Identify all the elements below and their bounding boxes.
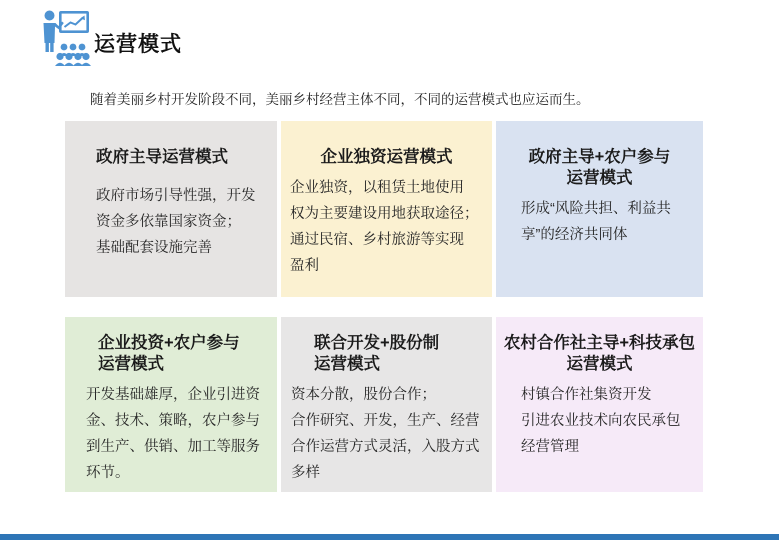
card-title [281, 147, 492, 168]
card-body-line: 形成“风险共担、利益共 [521, 201, 671, 217]
card-body-line: 开发基础雄厚，企业引进资 [86, 387, 260, 403]
card-title-line: 政府主导运营模式 [96, 148, 228, 166]
card-title-line: 运营模式 [314, 355, 380, 373]
card-body-line: 村镇合作社集资开发 [521, 387, 652, 403]
card-body-line: 基础配套设施完善 [96, 240, 212, 256]
card-body-line: 到生产、供销、加工等服务 [86, 439, 260, 455]
card-body-line: 享”的经济共同体 [521, 227, 628, 243]
card-body-line: 企业独资，以租赁土地使用 [290, 180, 464, 196]
card-title-line: 运营模式 [566, 355, 633, 373]
presenter-with-chart-icon [37, 9, 91, 66]
card-body-line: 盈利 [290, 258, 319, 274]
card-body [281, 382, 492, 486]
card-title [281, 333, 492, 375]
card-body [281, 175, 492, 279]
card-body [65, 183, 277, 261]
card-body-line: 政府市场引导性强，开发 [96, 188, 256, 204]
card-body-line: 合作研究、开发，生产、经营 [291, 413, 480, 429]
card-title-line: 联合开发+股份制 [314, 334, 440, 352]
operation-mode-card [65, 121, 277, 297]
card-title [496, 333, 703, 375]
intro-text: 随着美丽乡村开发阶段不同，美丽乡村经营主体不同，不同的运营模式也应运而生。 [90, 92, 590, 107]
card-title-line: 企业投资+农户参与 [98, 334, 240, 352]
card-body-line: 引进农业技术向农民承包 [521, 413, 681, 429]
card-body-line: 经营管理 [521, 439, 579, 455]
card-body-line: 合作运营方式灵活，入股方式 [291, 439, 480, 455]
operation-mode-card [281, 121, 492, 297]
card-body-line: 资本分散，股份合作； [291, 387, 436, 403]
card-body [496, 382, 703, 460]
card-title [65, 147, 277, 168]
card-title-line: 运营模式 [98, 355, 164, 373]
card-title [496, 147, 703, 189]
card-title-line: 企业独资运营模式 [320, 148, 453, 166]
card-body-line: 资金多依靠国家资金； [96, 214, 241, 230]
card-body [496, 196, 703, 248]
card-title-line: 政府主导+农户参与 [528, 148, 671, 166]
page-title: 运营模式 [94, 33, 182, 56]
card-body-line: 权为主要建设用地获取途径； [290, 206, 479, 222]
card-body-line: 环节。 [86, 465, 130, 481]
operation-mode-card [496, 317, 703, 492]
operation-mode-card [65, 317, 277, 492]
operation-mode-card [281, 317, 492, 492]
card-title-line: 农村合作社主导+科技承包 [503, 334, 696, 352]
footer-accent-bar [0, 534, 779, 540]
operation-modes-grid [65, 121, 703, 492]
card-body-line: 金、技术、策略，农户参与 [86, 413, 260, 429]
card-title-line: 运营模式 [566, 169, 633, 187]
card-body-line: 多样 [291, 465, 320, 481]
operation-mode-card [496, 121, 703, 297]
card-body [65, 382, 277, 486]
card-body-line: 通过民宿、乡村旅游等实现 [290, 232, 464, 248]
card-title [65, 333, 277, 375]
